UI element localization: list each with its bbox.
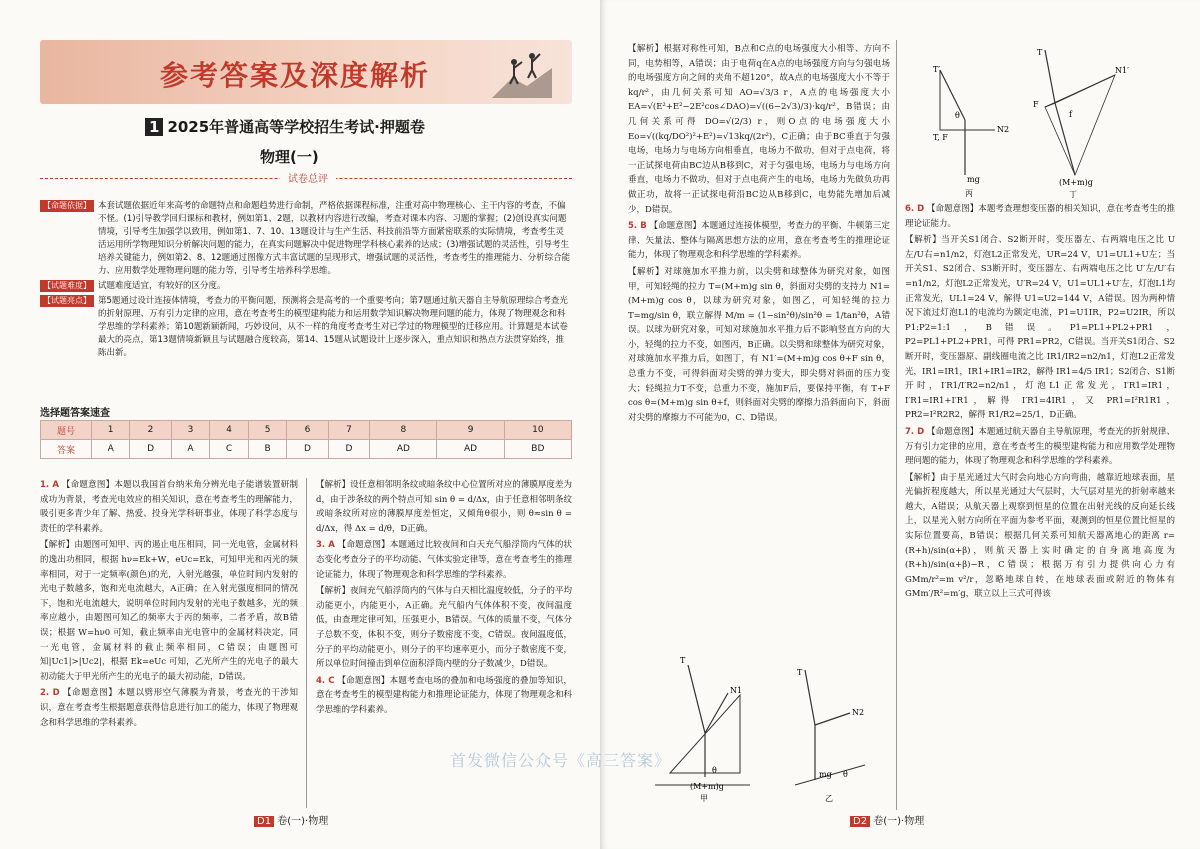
question-label: 3. A — [316, 540, 335, 551]
figure-bing — [925, 60, 1015, 200]
solution-text: 【解析】当开关S1闭合、S2断开时，变压器左、右两端电压之比 U左/U右=n1/n2，灯泡L2正常发光，UR=24 V，U1=UL1+U左；当开关S1、S2闭合、S3断开时，变压器左、右两端电压之比 U′左/U′右=n1/n2，灯泡L2正常发光，U′R=24 V，U1=UL1+U′左，灯泡L1均正常发光，UL1=24 V，解得 U1=U2=144 V，A错误。因为两种情况下流过灯泡L1的电流均为额定电流，P1=U1IR，P2=U2IR，所以 P1:P2=1:1，B错误。P1=PL1+PL2+PR1，P2=PL1+PL2+PR1，可得 PR1=PR2，C错误。当开关S1闭合、S2断开时，变压器原、副线圈电流之比 IR1/IR2=n2/n1，灯泡L2正常发光，IR1=IR1，IR1+IR1=IR2，解得 IR1=4/5 IR1；S2闭合、S1断开时，I′R1/I′R2=n2/n1，灯泡L1正常发光，I′R1=IR1，I′R1=IR1+I′R1，解得 I′R1=4IR1，又 PR1=I²R1R1，PR2=I²R2R2，解得 R1/R2=25/1，D正确。 — [905, 235, 1175, 421]
evaluation-row — [40, 200, 572, 278]
solution-text: 【解析】由题图可知甲、丙的遏止电压相同，同一光电管，金属材料的逸出功相同，根据 hν=Ek+W，eUc=Ek，可知甲光和丙光的频率相同，对于一定频率(颜色)的光，入射光越强，单位时间内发射的光电子数越多，饱和光电流越大，A正确；在入射光强度相同的情况下，饱和光电流越大，说明单位时间内发射的光电子数越多，光的频率应越小，由题图可知乙的频率大于丙的频率，二者矛盾，故B错误；根据 W=hν0 可知，截止频率由光电管中的金属材料决定，同一光电管，金属材料的截止频率相同，C错误；由题图可知|Uc1|>|Uc2|，根据 Ek=eUc 可知，乙光所产生的光电子的最大初动能大于甲光所产生的光电子的最大初动能，D错误。 — [40, 540, 298, 682]
answer-cell: D — [287, 440, 329, 459]
label-theta: θ — [712, 766, 717, 775]
label-theta: θ — [843, 770, 848, 779]
solution-paragraph — [628, 265, 890, 426]
banner-title: 参考答案及深度解析 — [160, 59, 431, 92]
right-page — [600, 0, 1200, 849]
left-footer — [254, 812, 328, 827]
question-label: 1. A — [40, 480, 59, 490]
right-footer — [850, 812, 924, 827]
solution-text: 【解析】由于星光通过大气时会向地心方向弯曲，越靠近地球表面，星光偏折程度越大，所以星光通过大气层时，大气层对星光的折射率越来越大，A错误；从航天器上观察到恒星的位置在出射光线的反向延长线上，以星光入射方向所在平面为参考平面，观测到的恒星位置比恒星的实际位置要高，B错误；根据几何关系可知航天器离地心的距离 r=(R+h)/sin(α+β)，则航天器上实时确定的自身离地高度为 (R+h)/sin(α+β)−R，C错误；根据万有引力提供向心力有 GMm/r²=m v²/r，忽略地球自转，在地球表面或附近的物体有 GMm′/R²=m′g，联立以上三式可得该 — [905, 472, 1175, 600]
right-column-2 — [905, 202, 1175, 807]
question-label: 7. D — [905, 426, 925, 437]
question-number: 7 — [328, 421, 370, 440]
answer-cell: C — [210, 440, 249, 459]
label-N2: N2 — [852, 708, 865, 717]
solution-text: 【命题意图】本题通过连接体模型，考查力的平衡、牛顿第三定律、矢量法、整体与隔离思想方法的应用，意在考查考生的推理论证能力，体现了物理观念和科学思维的学科素养。 — [628, 221, 890, 261]
question-number: 5 — [248, 421, 286, 440]
footer-text: 卷(一)·物理 — [277, 816, 329, 827]
evaluation-tag: 【命题依据】 — [40, 200, 94, 212]
evaluation-row — [40, 280, 572, 293]
answer-cell: A — [92, 440, 130, 459]
question-label: 5. B — [628, 221, 647, 232]
label-TF: T, F — [933, 133, 948, 142]
label-Mmg: (M+m)g — [690, 782, 724, 791]
solution-paragraph — [628, 42, 890, 217]
question-number: 8 — [370, 421, 437, 440]
solution-paragraph — [40, 538, 298, 684]
answer-cell: BD — [504, 440, 571, 459]
label-Mmg: (M+m)g — [1059, 178, 1093, 187]
label-N1: N1 — [730, 686, 743, 695]
question-label: 6. D — [905, 204, 925, 214]
solution-text: 【解析】根据对称性可知，B点和C点的电场强度大小相等、方向不同，电势相等，A错误；由于电荷q在A点的电场强度方向与匀强电场的电场强度方向之间的夹角不超120°，故A点的电场强度大小不等于 kq/r²，由几何关系可知 AO=√3/3 r，A点的电场强度大小 EA=√(E²+E²−2E²cos∠DAO)=√((6−2√3)/3)·kq/r²，B错误；由几何关系可得 DO=√(2/3) r，则O点的电场强度大小 Eo=√((kq/DO²)²+E²)=√13kq/(2r²)，C正确；由于BC垂直于匀强电场，电场力与电场方向相垂直，电场力不做功，但对于点电荷，将一正试探电荷由BC边从B移到C，对于匀强电场，电场力与电场方向垂直，电场力不做功，但对于点电荷产生的电场，电场力先做负功再做正功，故将一正试探电荷沿BC边从B移到C，电势能先增加后减少，D错误。 — [628, 44, 890, 215]
solution-text: 【命题意图】本题考查理想变压器的相关知识，意在考查考生的推理论证能力。 — [905, 204, 1175, 229]
answer-table-header-row — [41, 421, 572, 440]
question-label: 4. C — [316, 675, 335, 686]
right-column-1 — [628, 42, 890, 652]
label-f: f — [1069, 110, 1072, 119]
solution-paragraph — [316, 478, 572, 536]
answer-cell: A — [171, 440, 209, 459]
column-divider — [306, 478, 307, 808]
page-number: D2 — [850, 816, 870, 827]
review-heading: 试卷总评 — [280, 170, 336, 185]
exam-subject: 物理(一) — [260, 148, 319, 166]
solution-paragraph — [40, 478, 298, 536]
label-T: T — [680, 656, 686, 665]
question-number: 4 — [210, 421, 249, 440]
evaluation-text: 本套试题依据近年来高考的命题特点和命题趋势进行命制，严格依据课程标准，注重对高中物理核心、主干内容的考查，不偏不怪。(1)引导教学回归课标和教材，例如第1、2题，以教材内容进行改编，考查对课本内容、习题的掌握；(2)创设真实问题情境，引导考生加强学以致用，例如第1、7、10、13题设计与生产生活、科技前沿等方面紧密联系的实际情境，考查考生灵活运用所学物理知识分析解决问题的能力，在真实问题解决中促进物理学科核心素养的达成；(3)增强试题的灵活性，引导考生培养关键能力，例如第2、8、12题通过图像方式丰富试题的呈现形式，增强试题的灵活性，考查考生的推理能力、分析综合能力、应用数学处理物理问题的能力等，引导考生培养科学思维。 — [98, 201, 571, 276]
question-number: 2 — [130, 421, 172, 440]
label-T: T — [1037, 48, 1043, 57]
answer-cell: D — [130, 440, 172, 459]
evaluation-tag: 【试题亮点】 — [40, 295, 94, 307]
evaluation-row — [40, 295, 572, 360]
question-number: 1 — [92, 421, 130, 440]
question-number: 10 — [504, 421, 571, 440]
solution-text: 【解析】设任意相邻明条纹或暗条纹中心位置所对应的薄膜厚度差为 d，由于涉条纹的两个特点可知 sin θ = d/Δx，由于任意相邻明条纹或暗条纹所对应的薄膜厚度差恒定，又倾角θ很小，则 θ≈sin θ = d/Δx，得 Δx = d/θ，D正确。 — [316, 480, 572, 534]
label-mg: mg — [819, 770, 832, 779]
answer-table — [40, 420, 572, 459]
solution-text: 【命题意图】本题以我国首台纳米角分辨光电子能谱装置研制成功为背景，考查光电效应的相关知识，意在考查考生的理解能力，吸引更多青少年了解、热爱、投身光学科研事业，体现了科学态度与责任的学科素养。 — [40, 480, 298, 534]
review-divider — [40, 174, 572, 191]
evaluation-text: 第5题通过设计连接体情境，考查力的平衡问题，预测将会是高考的一个重要考向；第7题通过航天器自主导航原理综合考查光的折射原理、万有引力定律的应用，意在考查考生的模型建构能力和运用数学知识解决物理问题的能力，体现了物理观念和科学思维的学科素养；第10题新颖新闻，巧妙设问，从不一样的角度考查考生对已学过的物理模型的迁移应用。计算题是本试卷最大的亮点，第13题情境新颖且与试题融合度较高，第14、15题从试题设计上逐步深入，重点知识和热点方法贯穿始终，推陈出新。 — [98, 296, 568, 358]
climbers-illustration-icon — [492, 48, 552, 98]
solution-text: 【命题意图】本题以劈形空气薄膜为背景，考查光的干涉知识，意在考查考生根据题意获得信息进行加工的能力，体现了物理观念和科学思维的学科素养。 — [40, 688, 298, 728]
evaluation-block — [40, 200, 572, 362]
exam-number: 1 — [145, 118, 163, 136]
figure-jia — [650, 655, 760, 805]
label-Tp: T′ — [933, 65, 941, 74]
answer-cell: B — [248, 440, 286, 459]
footer-text: 卷(一)·物理 — [873, 816, 925, 827]
exam-title — [145, 116, 425, 137]
label-theta: θ — [955, 111, 960, 120]
answer-banner — [40, 40, 572, 104]
solution-text: 【命题意图】本题通过航天器自主导航原理，考查光的折射规律、万有引力定律的应用，意在考查考生的模型建构能力和应用数学处理物理问题的能力，体现了物理观念和科学思维的学科素养。 — [905, 426, 1175, 467]
solution-text: 【解析】对球施加水平推力前，以尖劈和球整体为研究对象，如图甲，可知轻绳的拉力 T=(M+m)g sin θ，斜面对尖劈的支持力 N1=(M+m)g cos θ，以球为研究对象，如图乙，可知轻绳的拉力 T=mg/sin θ，联立解得 M/m = (1−sin²θ)/sin²θ = 1/tan²θ，A错误。以球为研究对象，可知对球施加水平推力后不影响竖直方向的大小，轻绳的拉力不变，如图丙，B正确。以尖劈和球整体为研究对象，对球施加水平推力后，如图丁，有 N1′=(M+m)g cos θ+F sin θ，总重力不变，可得斜面对尖劈的弹力变大，即尖劈对斜面的压力变大；轻绳拉力T不变，总重力不变，施加F后，要保持平衡，有 T+F cos θ=(M+m)g sin θ+f，则斜面对尖劈的摩擦力沿斜面向下，斜面对尖劈的摩擦力不可能为0，C、D错误。 — [628, 266, 890, 423]
row-label-answers: 答案 — [41, 440, 92, 459]
row-label-numbers: 题号 — [41, 421, 92, 440]
answer-cell: AD — [370, 440, 437, 459]
solution-paragraph — [316, 584, 572, 672]
watermark: 首发微信公众号《高三答案》 — [450, 751, 672, 770]
answer-table-title: 选择题答案速查 — [40, 408, 110, 419]
label-F: F — [1033, 100, 1039, 109]
label-mg: mg — [967, 175, 980, 184]
page-number: D1 — [254, 816, 274, 827]
answer-table-answer-row — [41, 440, 572, 459]
figure-label-jia: 甲 — [700, 794, 708, 803]
answer-cell: AD — [437, 440, 504, 459]
column-divider — [896, 40, 897, 810]
question-number: 3 — [171, 421, 209, 440]
evaluation-tag: 【试题难度】 — [40, 280, 94, 292]
figure-ding — [1025, 45, 1129, 200]
question-number: 6 — [287, 421, 329, 440]
left-column-2 — [316, 478, 572, 720]
solution-paragraph — [905, 425, 1175, 469]
solution-paragraph — [40, 686, 298, 730]
solution-paragraph — [628, 219, 890, 263]
label-N2: N2 — [997, 125, 1010, 134]
solution-paragraph — [316, 674, 572, 718]
label-N1p: N1′ — [1115, 66, 1129, 75]
left-column-1 — [40, 478, 298, 732]
solution-text: 【命题意图】本题考查电场的叠加和电场强度的叠加等知识，意在考查考生的模型建构能力和推理论证能力，体现了物理观念和科学思维的学科素养。 — [316, 675, 573, 715]
figure-label-yi: 乙 — [825, 794, 833, 803]
label-T: T — [797, 668, 803, 677]
solution-paragraph — [905, 233, 1175, 423]
figure-label-bing: 丙 — [965, 189, 973, 198]
solution-paragraph — [316, 538, 572, 582]
answer-cell: D — [328, 440, 370, 459]
solution-text: 【命题意图】本题通过比较夜间和白天充气船浮筒内气体的状态变化考查分子的平均动能、气体实验定律等，意在考查考生的推理论证能力，体现了物理观念和科学思维的学科素养。 — [316, 540, 572, 580]
solution-text: 【解析】夜间充气船浮筒内的气体与白天相比温度较低，分子的平均动能更小，内能更小，A正确。充气船内气体体积不变，夜间温度低，由查理定律可知，压强更小，B错误。气体的质量不变，气体分子总数不变，体积不变，则分子数密度不变，C错误。夜间温度低，分子的平均动能更小，则分子的平均速率更小，而分子数密度不变，所以单位时间撞击到单位面积浮筒内壁的分子数减少，D错误。 — [316, 586, 572, 670]
solution-paragraph — [905, 471, 1175, 602]
evaluation-text: 试题难度适宜，有较好的区分度。 — [98, 281, 226, 291]
exam-title-text: 2025年普通高等学校招生考试·押题卷 — [167, 118, 425, 136]
figure-label-ding: 丁 — [1069, 190, 1077, 199]
solution-paragraph — [905, 202, 1175, 231]
figure-yi — [785, 665, 875, 805]
question-label: 2. D — [40, 688, 60, 699]
question-number: 9 — [437, 421, 504, 440]
